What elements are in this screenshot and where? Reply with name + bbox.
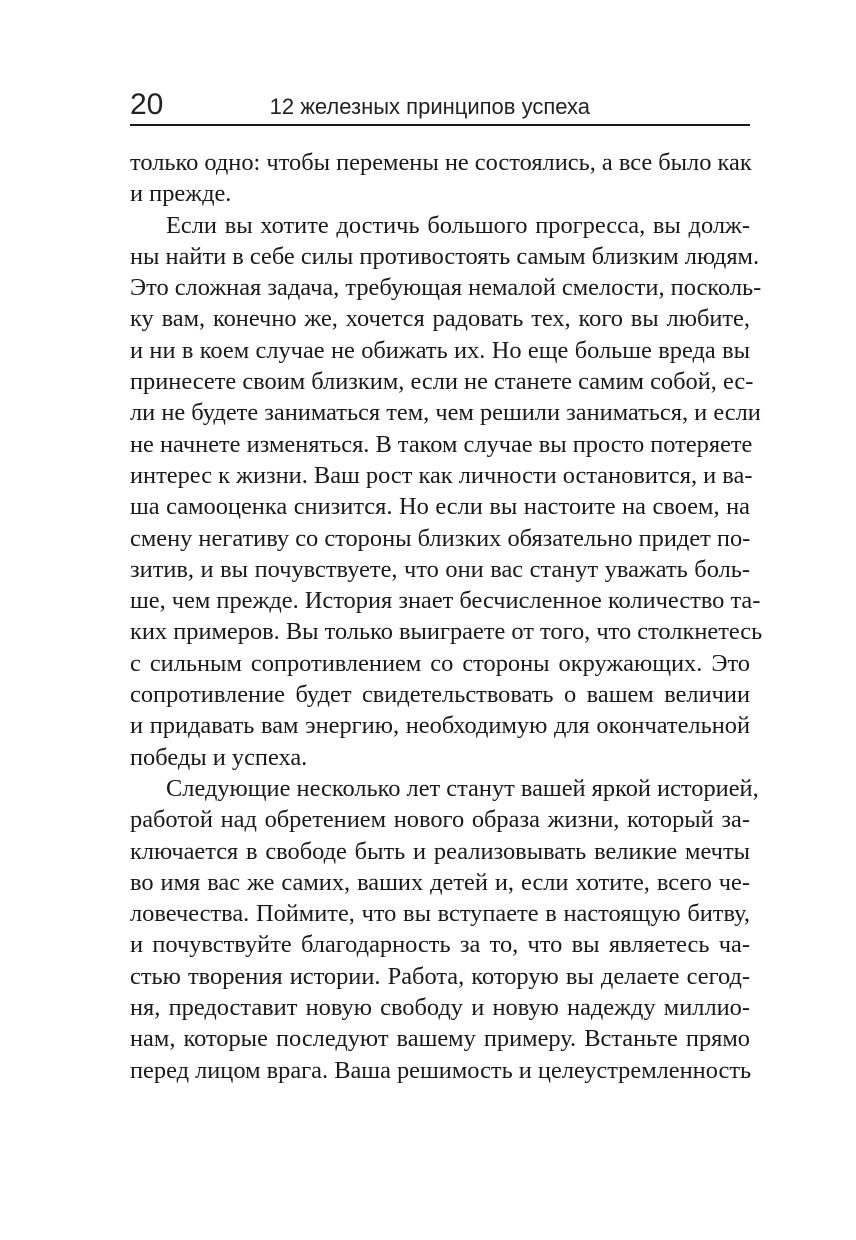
text-line: Это сложная задача, требующая немалой смелости, посколь- bbox=[130, 274, 762, 302]
text-line: интерес к жизни. Ваш рост как личности остановится, и ва- bbox=[130, 461, 753, 489]
text-line: ше, чем прежде. История знает бесчисленное количество та- bbox=[130, 587, 761, 615]
text-line: нам, которые последуют вашему примеру. Встаньте прямо bbox=[130, 1025, 750, 1053]
text-line: стью творения истории. Работа, которую вы делаете сегод- bbox=[130, 962, 750, 990]
text-line: и прежде. bbox=[130, 180, 232, 208]
text-line: и придавать вам энергию, необходимую для окончательной bbox=[130, 712, 750, 740]
text-line: Если вы хотите достичь большого прогресса, вы долж- bbox=[166, 211, 750, 239]
text-line: ключается в свободе быть и реализовывать великие мечты bbox=[130, 837, 750, 865]
text-line: смену негативу со стороны близких обязательно придет по- bbox=[130, 524, 751, 552]
text-line: зитив, и вы почувствуете, что они вас станут уважать боль- bbox=[130, 555, 750, 583]
text-line: ша самооценка снизится. Но если вы настоите на своем, на bbox=[130, 493, 750, 521]
text-line: Следующие несколько лет станут вашей яркой историей, bbox=[166, 774, 759, 802]
paragraph bbox=[130, 773, 759, 1086]
text-line: с сильным сопротивлением со стороны окружающих. Это bbox=[130, 649, 750, 677]
text-line: ловечества. Поймите, что вы вступаете в настоящую битву, bbox=[130, 900, 750, 928]
text-line: перед лицом врага. Ваша решимость и целеустремленность bbox=[130, 1056, 752, 1084]
text-line: не начнете изменяться. В таком случае вы просто потеряете bbox=[130, 430, 753, 458]
text-line: ня, предоставит новую свободу и новую надежду миллио- bbox=[130, 994, 750, 1022]
text-line: и почувствуйте благодарность за то, что вы являетесь ча- bbox=[130, 931, 750, 959]
text-line: и ни в коем случае не обижать их. Но еще больше вреда вы bbox=[130, 336, 750, 364]
text-line: только одно: чтобы перемены не состоялись, а все было как bbox=[130, 149, 752, 176]
text-line: во имя вас же самих, ваших детей и, если хотите, всего че- bbox=[130, 868, 750, 896]
text-line: сопротивление будет свидетельствовать о вашем величии bbox=[130, 681, 750, 709]
running-title: 12 железных принципов успеха bbox=[269, 94, 590, 119]
text-line: принесете своим близким, если не станете самим собой, ес- bbox=[130, 368, 754, 396]
text-line: ли не будете заниматься тем, чем решили заниматься, и если bbox=[130, 399, 761, 427]
paragraph bbox=[130, 210, 763, 773]
text-line: ны найти в себе силы противостоять самым близким людям. bbox=[130, 242, 760, 270]
text-line: работой над обретением нового образа жизни, который за- bbox=[130, 806, 750, 834]
paragraph bbox=[130, 147, 750, 210]
text-line: ких примеров. Вы только выиграете от того, что столкнетесь bbox=[130, 618, 763, 646]
page-number: 20 bbox=[130, 88, 164, 121]
text-line: победы и успеха. bbox=[130, 743, 308, 771]
text-line: ку вам, конечно же, хочется радовать тех, кого вы любите, bbox=[130, 305, 750, 333]
body-text bbox=[130, 147, 763, 1086]
page-header bbox=[130, 88, 750, 126]
